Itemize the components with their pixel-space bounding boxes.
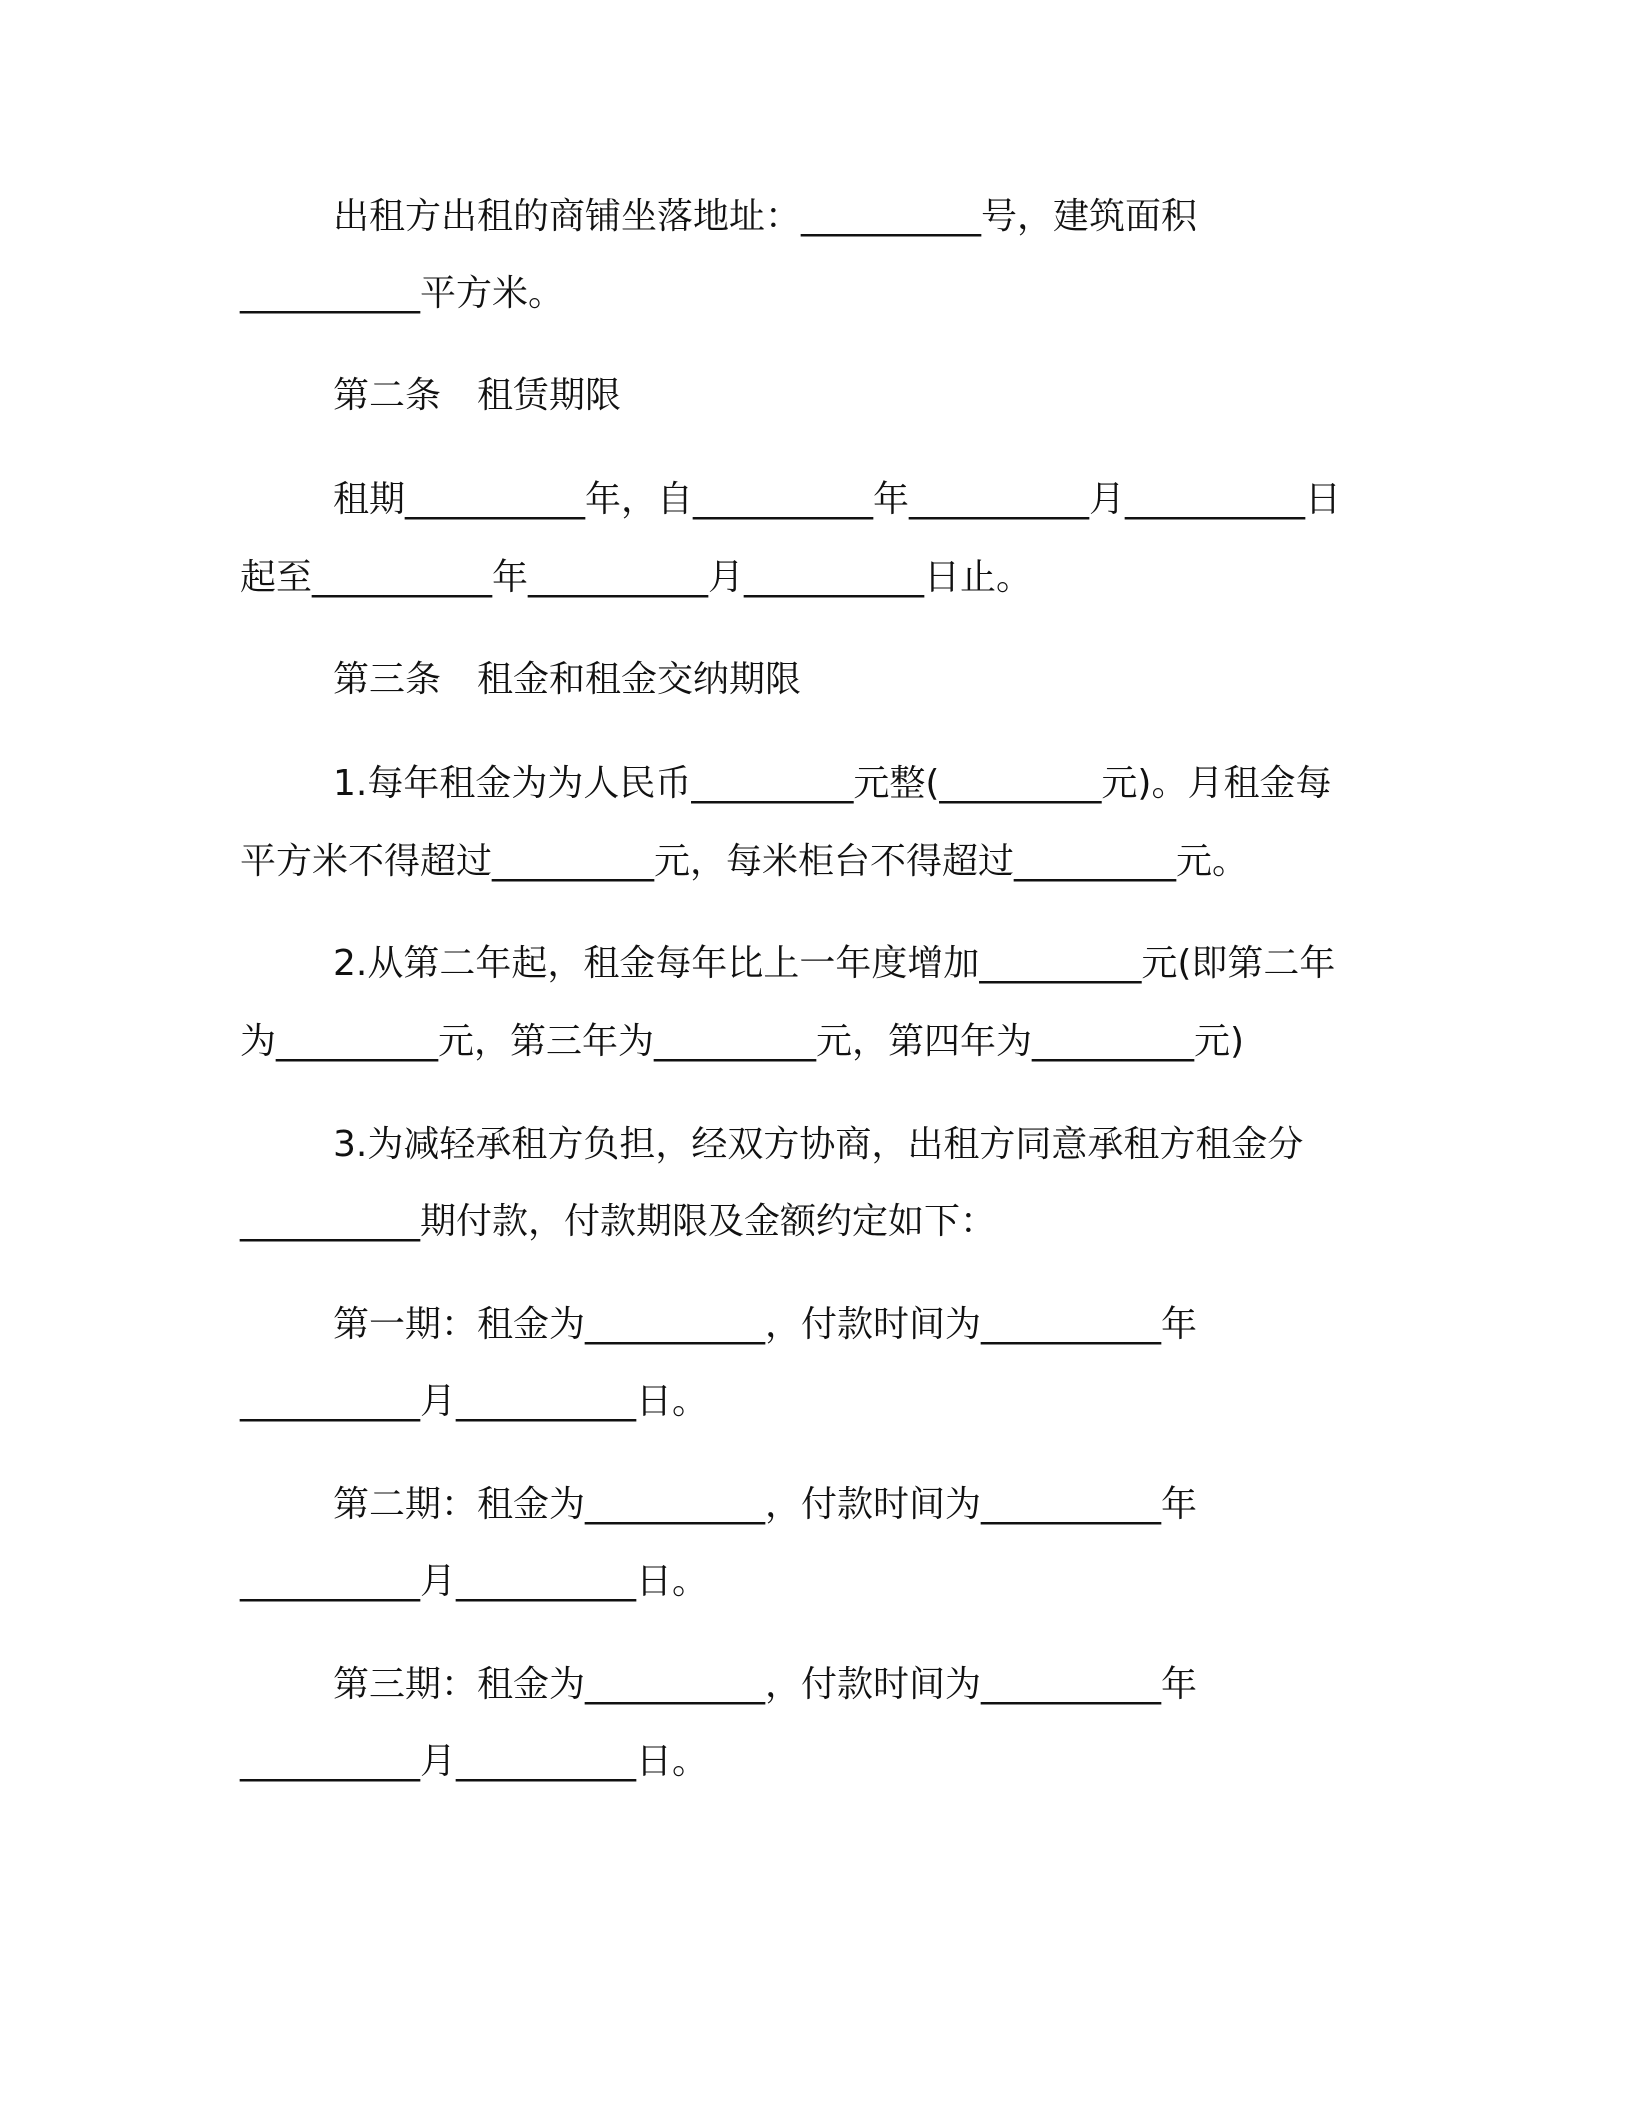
address-clause-line-2: __________平方米。 [240, 273, 565, 314]
installment-3-line-2: __________月__________日。 [240, 1741, 709, 1782]
installment-2-line-2: __________月__________日。 [240, 1561, 709, 1602]
article-2-heading: 第二条 租赁期限 [333, 375, 622, 416]
rent-item-2-line-1: 2.从第二年起，租金每年比上一年度增加_________元(即第二年 [333, 943, 1336, 984]
installment-1-line-1: 第一期：租金为__________，付款时间为__________年 [333, 1304, 1198, 1345]
rent-item-1-line-2: 平方米不得超过_________元，每米柜台不得超过_________元。 [240, 841, 1249, 882]
installment-3-line-1: 第三期：租金为__________，付款时间为__________年 [333, 1664, 1198, 1705]
installment-2-line-1: 第二期：租金为__________，付款时间为__________年 [333, 1484, 1198, 1525]
rent-item-1-line-1: 1.每年租金为为人民币_________元整(_________元)。月租金每 [333, 763, 1332, 804]
address-clause-line-1: 出租方出租的商铺坐落地址：__________号，建筑面积 [333, 196, 1198, 237]
rent-item-3-line-1: 3.为减轻承租方负担，经双方协商，出租方同意承租方租金分 [333, 1124, 1304, 1165]
lease-term-line-1: 租期__________年，自__________年__________月__________日 [333, 479, 1342, 520]
article-3-heading: 第三条 租金和租金交纳期限 [333, 659, 802, 700]
rent-item-3-line-2: __________期付款，付款期限及金额约定如下： [240, 1201, 997, 1242]
rent-item-2-line-2: 为_________元，第三年为_________元，第四年为_________元) [240, 1021, 1245, 1062]
installment-1-line-2: __________月__________日。 [240, 1381, 709, 1422]
lease-term-line-2: 起至__________年__________月__________日止。 [240, 557, 1033, 598]
